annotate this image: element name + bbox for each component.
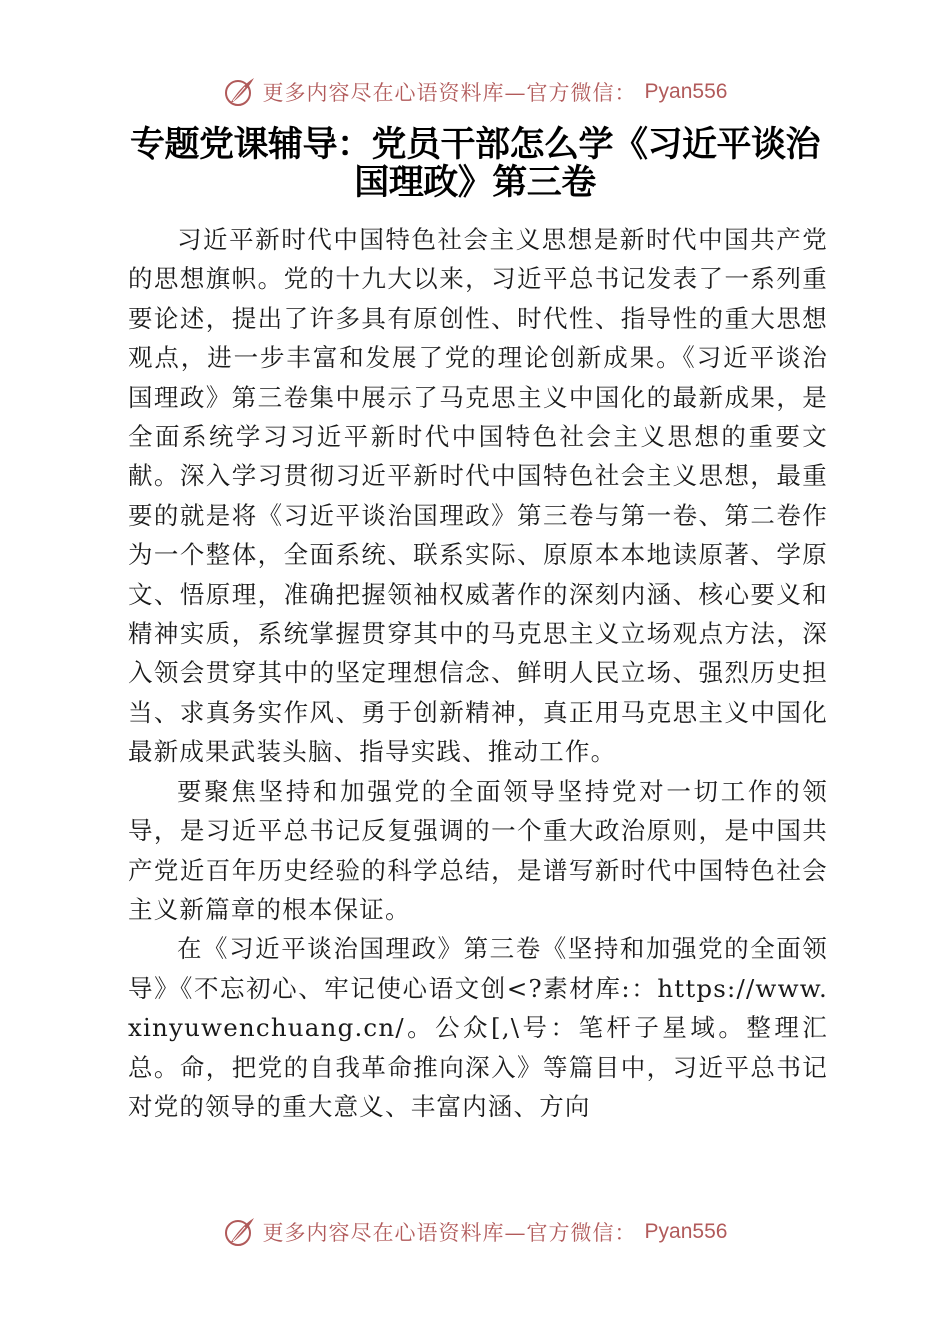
- paragraph-1: 习近平新时代中国特色社会主义思想是新时代中国共产党的思想旗帜。党的十九大以来，习近平总书记发表了一系列重要论述，提出了许多具有原创性、时代性、指导性的重大思想观点，进一步丰富和发展了党的理论创新成果。《习近平谈治国理政》第三卷集中展示了马克思主义中国化的最新成果，是全面系统学习习近平新时代中国特色社会主义思想的重要文献。深入学习贯彻习近平新时代中国特色社会主义思想，最重要的就是将《习近平谈治国理政》第三卷与第一卷、第二卷作为一个整体，全面系统、联系实际、原原本本地读原著、学原文、悟原理，准确把握领袖权威著作的深刻内涵、核心要义和精神实质，系统掌握贯穿其中的马克思主义立场观点方法，深入领会贯穿其中的坚定理想信念、鲜明人民立场、强烈历史担当、求真务实作风、勇于创新精神，真正用马克思主义中国化最新成果武装头脑、指导实践、推动工作。: [128, 225, 828, 767]
- watermark-text: 更多内容尽在心语资料库—官方微信：: [262, 1221, 637, 1245]
- quill-logo-icon: [223, 75, 257, 109]
- paragraph-3: 在《习近平谈治国理政》第三卷《坚持和加强党的全面领导》《不忘初心、牢记使心语文创<?素材库:：https://www.xinyuwenchuang.cn/。公众[,\号：笔杆子星域。整理汇总。命，把党的自我革命推向深入》等篇目中，习近平总书记对党的领导的重大意义、丰富内涵、方向: [128, 934, 828, 1121]
- watermark-header: [0, 70, 950, 114]
- watermark-text: 更多内容尽在心语资料库—官方微信：: [262, 81, 637, 105]
- watermark-wechat-id: Pyan556: [644, 1220, 728, 1243]
- paragraph-2: 要聚焦坚持和加强党的全面领导坚持党对一切工作的领导，是习近平总书记反复强调的一个重大政治原则，是中国共产党近百年历史经验的科学总结，是谱写新时代中国特色社会主义新篇章的根本保证。: [128, 776, 828, 924]
- watermark-wechat-id: Pyan556: [644, 80, 728, 103]
- watermark-footer: [0, 1210, 950, 1254]
- document-body: [128, 220, 828, 1126]
- quill-logo-icon: [223, 1215, 257, 1249]
- document-title: 专题党课辅导：党员干部怎么学《习近平谈治国理政》第三卷: [129, 125, 820, 203]
